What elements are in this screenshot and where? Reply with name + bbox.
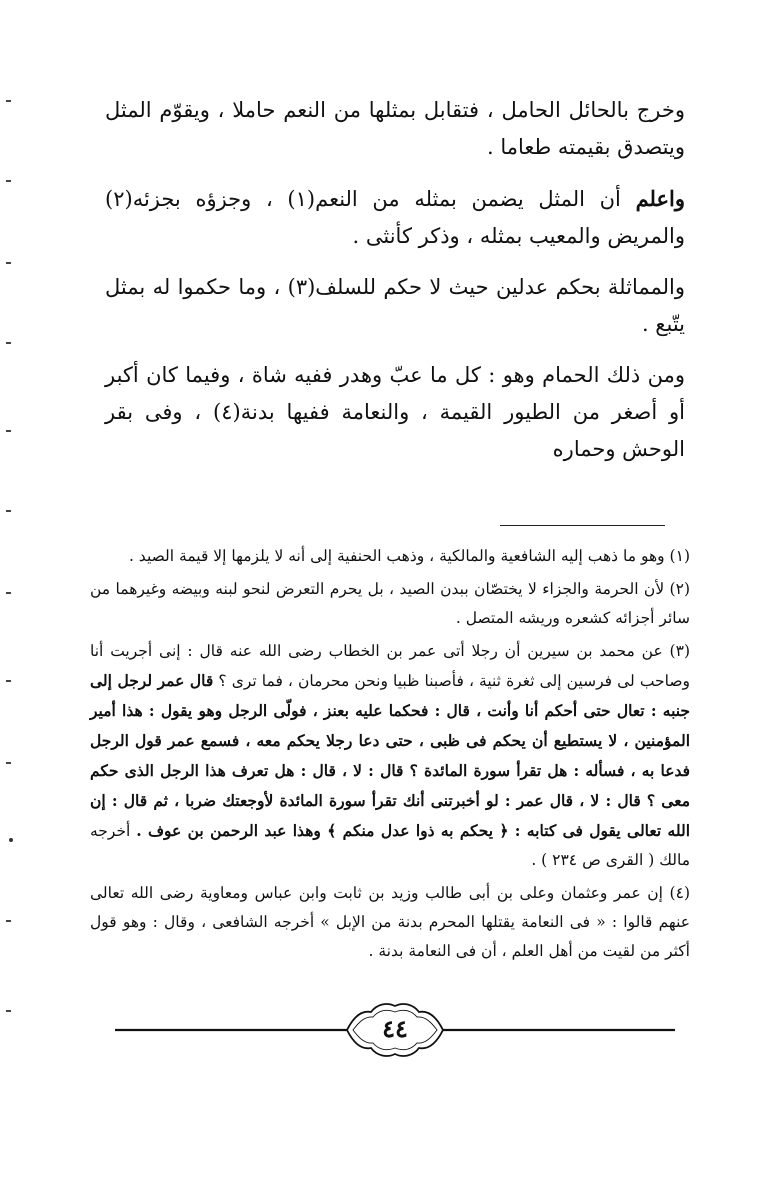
paragraph-2 [105,180,685,255]
footnote-3-intro: (٣) عن محمد بن سيرين أن رجلا أتى عمر بن الخطاب رضى الله عنه قال : إنى أجريت أنا وصاحب لى فرسين إلى ثغرة ثنية ، فأصبنا ظبيا ونحن محرمان ، فما ترى ؟ [90,642,690,690]
footnote-ref-4[interactable]: (٤) [213,400,241,424]
paragraph-1: وخرج بالحائل الحامل ، فتقابل بمثلها من النعم حاملا ، ويقوّم المثل ويتصدق بقيمته طعاما . [105,98,685,159]
paragraph-2-text: أن المثل يضمن بمثله من النعم [315,187,636,211]
footnotes [90,542,690,970]
paragraph-2-end: والمريض والمعيب بمثله ، وذكر كأنثى . [352,224,685,248]
footnote-3-source: أخرجه مالك ( القرى ص ٢٣٤ ) . [90,822,690,869]
paragraph-4-end: ، وفى بقر الوحش وحماره [105,400,685,461]
page-number-ornament [115,1000,675,1060]
paragraph-3-text: والمماثلة بحكم عدلين حيث لا حكم للسلف [315,275,685,299]
footnote-ref-1[interactable]: (١) [287,187,316,211]
footnote-3 [90,637,690,875]
paragraph-3-end: ، وما حكموا له بمثل يتّبع . [105,275,685,336]
paragraph-4-text: ومن ذلك الحمام وهو : كل ما عبّ وهدر ففيه شاة ، وفيما كان أكبر أو أصغر من الطيور القيمة ، والنعامة ففيها بدنة [105,363,686,424]
footnote-separator [500,525,665,526]
footnote-4: (٤) إن عمر وعثمان وعلى بن أبى طالب وزيد بن ثابت وابن عباس ومعاوية رضى الله تعالى عنهم قالوا : « فى النعامة يقتلها المحرم بدنة من الإبل » أخرجه الشافعى ، وقال : وهو قول أكثر من لقيت من أهل العلم ، أن فى النعامة بدنة . [90,884,690,960]
footnote-2: (٢) لأن الحرمة والجزاء لا يختصّان ببدن الصيد ، بل يحرم التعرض لنحو لبنه وبيضه وغيرهما من سائر أجزائه كشعره وريشه المتصل . [90,580,690,627]
paragraph-3 [105,269,685,343]
scan-margin-marks [0,0,20,1188]
page-number: ٤٤ [382,1014,408,1043]
footnote-ref-2[interactable]: (٢) [105,187,133,211]
paragraph-2-mid: ، وجزؤه بجزئه [132,187,273,211]
footnote-1: (١) وهو ما ذهب إليه الشافعية والمالكية ، وذهب الحنفية إلى أنه لا يلزمها إلا قيمة الصيد . [128,547,690,565]
paragraph-2-lead: واعلم [635,186,685,211]
footnote-ref-3[interactable]: (٣) [287,275,316,299]
paragraph-4 [105,357,685,468]
footnote-3-bold: قال عمر لرجل إلى جنبه : تعال حتى أحكم أنا وأنت ، قال : فحكما عليه بعنز ، فولّى الرجل وهو يقول : هذا أمير المؤمنين ، لا يستطيع أن يحكم فى ظبى ، حتى دعا رجلا يحكم معه ، فسمع عمر قول الرجل فدعا به ، فسأله : هل تقرأ سورة المائدة ؟ قال : لا ، قال : هل تعرف هذا الرجل الذى حكم معى ؟ قال : لا ، قال عمر : لو أخبرتنى أنك تقرأ سورة المائدة لأوجعتك ضربا ، ثم قال : إن الله تعالى يقول فى كتابه : ﴿ يحكم به ذوا عدل منكم ﴾ وهذا عبد الرحمن بن عوف . [90,671,691,840]
main-text [105,92,685,482]
